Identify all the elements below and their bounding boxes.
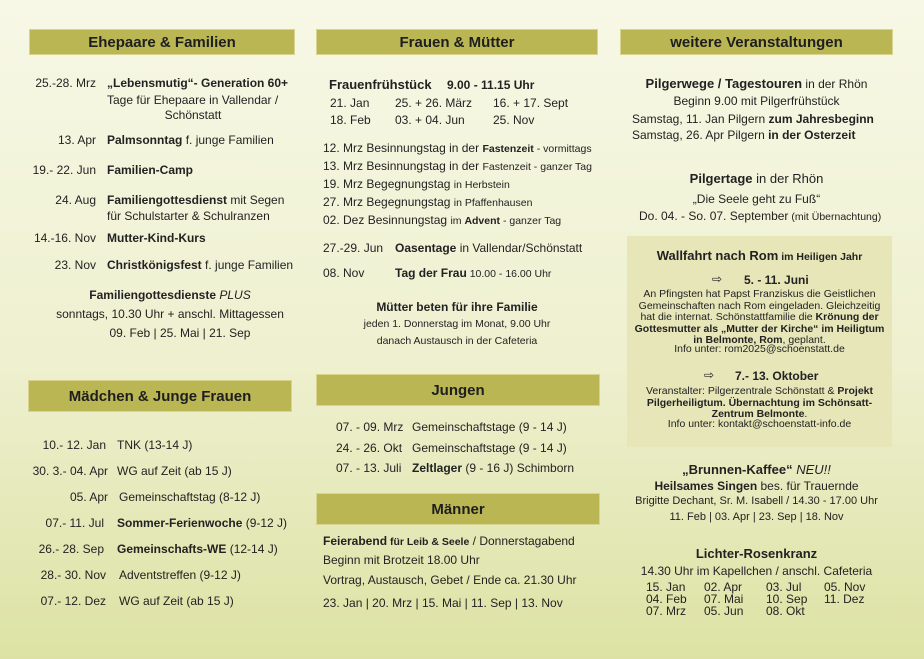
pilgertage-line: „Die Seele geht zu Fuß“ bbox=[692, 192, 821, 206]
fruehstueck-date: 25. + 26. März bbox=[395, 96, 473, 110]
event-item: Gemeinschafts-WE (12-14 J) bbox=[117, 542, 278, 556]
tagderfrau: Tag der Frau 10.00 - 16.00 Uhr bbox=[395, 266, 552, 280]
event-date: 28.- 30. Nov bbox=[40, 568, 106, 582]
event-date: 25.-28. Mrz bbox=[35, 76, 96, 90]
lichter-date: 15. Jan bbox=[646, 580, 686, 594]
frauen-tag: 27. Mrz Begegnungstag in Pfaffenhausen bbox=[323, 195, 533, 209]
muetter-line: jeden 1. Donnerstag im Monat, 9.00 Uhr bbox=[363, 318, 551, 330]
pilgerwege-line: Beginn 9.00 mit Pilgerfrühstück bbox=[673, 94, 840, 108]
frauen-tag: 02. Dez Besinnungstag im Advent - ganzer Tag bbox=[323, 213, 562, 227]
event-item: Familiengottesdienst mit Segen bbox=[107, 193, 285, 207]
lichter-date: 11. Dez bbox=[824, 592, 865, 606]
event-date: 07.- 12. Dez bbox=[40, 594, 106, 608]
event-line: Schönstatt bbox=[164, 108, 222, 122]
fruehstueck-date: 16. + 17. Sept bbox=[493, 96, 569, 110]
pilgerwege-title: Pilgerwege / Tagestouren in der Rhön bbox=[645, 76, 868, 91]
lichter-date: 04. Feb bbox=[646, 592, 687, 606]
event-item: Gemeinschaftstag (8-12 J) bbox=[119, 490, 261, 504]
jungen-item: Gemeinschaftstage (9 - 14 J) bbox=[412, 441, 567, 455]
event-item: Palmsonntag f. junge Familien bbox=[107, 133, 274, 147]
gottesdienst-title: Familiengottesdienste PLUS bbox=[89, 288, 251, 302]
event-date: 23. Nov bbox=[54, 258, 96, 272]
jungen-item: Zeltlager (9 - 16 J) Schimborn bbox=[412, 461, 575, 475]
fruehstueck-date: 21. Jan bbox=[330, 96, 370, 110]
lichter-date: 07. Mrz bbox=[646, 604, 687, 618]
jungen-date: 24. - 26. Okt bbox=[336, 441, 403, 455]
event-line: für Schulstarter & Schulranzen bbox=[107, 209, 270, 223]
header-maedchen: Mädchen & Junge Frauen bbox=[28, 380, 292, 412]
rom-info: Info unter: rom2025@schoenstatt.de bbox=[674, 343, 845, 355]
maenner-dates: 23. Jan | 20. Mrz | 15. Mai | 11. Sep | 13. Nov bbox=[323, 596, 563, 610]
header-ehepaare: Ehepaare & Familien bbox=[29, 29, 295, 55]
lichter-date: 08. Okt bbox=[766, 604, 805, 618]
rom-info: Info unter: kontakt@schoenstatt-info.de bbox=[667, 418, 852, 430]
maenner-line: Vortrag, Austausch, Gebet / Ende ca. 21.30 Uhr bbox=[323, 573, 577, 587]
brunnen-title: „Brunnen-Kaffee“ NEU!! bbox=[682, 462, 831, 477]
rom-date: 7.- 13. Oktober bbox=[735, 369, 819, 383]
lichter-date: 05. Nov bbox=[824, 580, 866, 594]
jungen-date: 07. - 09. Mrz bbox=[336, 420, 404, 434]
frauen-tag: 13. Mrz Besinnungstag in der Fastenzeit - ganzer Tag bbox=[323, 159, 592, 173]
lichter-date: 02. Apr bbox=[704, 580, 743, 594]
lichter-title: Lichter-Rosenkranz bbox=[695, 546, 818, 561]
event-date: 19.- 22. Jun bbox=[32, 163, 96, 177]
pilgertage-line: Do. 04. - So. 07. September (mit Übernachtung) bbox=[639, 209, 882, 223]
header-jungen: Jungen bbox=[316, 374, 600, 406]
lichter-line: 14.30 Uhr im Kapellchen / anschl. Cafeteria bbox=[640, 564, 873, 578]
fruehstueck-date: 18. Feb bbox=[330, 113, 371, 127]
brunnen-line: Heilsames Singen bes. für Trauernde bbox=[654, 479, 859, 493]
pilgerwege-line: Samstag, 11. Jan Pilgern zum Jahresbeginn bbox=[632, 112, 874, 126]
maenner-title: Feierabend für Leib & Seele / Donnerstagabend bbox=[323, 534, 575, 548]
fruehstueck-time: 9.00 - 11.15 Uhr bbox=[447, 78, 535, 92]
fruehstueck-date: 25. Nov bbox=[493, 113, 535, 127]
event-date: 10.- 12. Jan bbox=[42, 438, 106, 452]
rom-text: An Pfingsten hat Papst Franziskus die Geistlichen Gemeinschaften nach Rom eingeladen. Gleichzeitig hat die internat. Schönstattfamilie die Krönung der Gottesmutter als „Mutter der Kirche“ im Heiligtum in Belmonte, Rom, geplant. bbox=[634, 288, 885, 346]
event-item: WG auf Zeit (ab 15 J) bbox=[119, 594, 234, 608]
rom-title: Wallfahrt nach Rom im Heiligen Jahr bbox=[656, 248, 863, 263]
arrow-right-icon: ⇨ bbox=[704, 368, 715, 382]
event-date: 24. Aug bbox=[55, 193, 96, 207]
frauen-tag: 19. Mrz Begegnungstag in Herbstein bbox=[323, 177, 510, 191]
jungen-item: Gemeinschaftstage (9 - 14 J) bbox=[412, 420, 567, 434]
brunnen-dates: 11. Feb | 03. Apr | 23. Sep | 18. Nov bbox=[669, 511, 844, 523]
muetter-line: danach Austausch in der Cafeteria bbox=[376, 335, 538, 347]
rom-date: 5. - 11. Juni bbox=[744, 273, 809, 287]
frauen-tag: 12. Mrz Besinnungstag in der Fastenzeit - vormittags bbox=[323, 141, 592, 155]
lichter-date: 10. Sep bbox=[766, 592, 808, 606]
event-item: Adventstreffen (9-12 J) bbox=[119, 568, 241, 582]
event-date: 30. 3.- 04. Apr bbox=[32, 464, 108, 478]
event-title: Mutter-Kind-Kurs bbox=[107, 231, 206, 245]
event-date: 07.- 11. Jul bbox=[45, 516, 104, 530]
brunnen-line: Brigitte Dechant, Sr. M. Isabell / 14.30 - 17.00 Uhr bbox=[635, 495, 878, 507]
event-date: 14.-16. Nov bbox=[33, 231, 96, 245]
muetter-title: Mütter beten für ihre Familie bbox=[376, 300, 538, 314]
lichter-date: 07. Mai bbox=[704, 592, 744, 606]
header-weitere: weitere Veranstaltungen bbox=[620, 29, 893, 55]
tagderfrau-date: 08. Nov bbox=[323, 266, 365, 280]
header-maenner: Männer bbox=[316, 493, 600, 525]
pilgerwege-line: Samstag, 26. Apr Pilgern in der Osterzeit bbox=[632, 128, 856, 142]
event-item: Christkönigsfest f. junge Familien bbox=[107, 258, 294, 272]
lichter-date: 03. Jul bbox=[766, 580, 802, 594]
arrow-right-icon: ⇨ bbox=[712, 272, 723, 286]
oasentage: Oasentage in Vallendar/Schönstatt bbox=[395, 241, 583, 255]
event-date: 05. Apr bbox=[69, 490, 108, 504]
gottesdienst-dates: 09. Feb | 25. Mai | 21. Sep bbox=[109, 326, 251, 340]
event-item: WG auf Zeit (ab 15 J) bbox=[117, 464, 232, 478]
fruehstueck-title: Frauenfrühstück bbox=[329, 77, 432, 92]
rom-text: Veranstalter: Pilgerzentrale Schönstatt & Projekt Pilgerheiligtum. Übernachtung im Schönsatt-Zentrum Belmonte. bbox=[645, 385, 874, 420]
fruehstueck-date: 03. + 04. Jun bbox=[395, 113, 465, 127]
oasentage-date: 27.-29. Jun bbox=[323, 241, 384, 255]
lichter-date: 05. Jun bbox=[704, 604, 744, 618]
event-title: Familien-Camp bbox=[107, 163, 194, 177]
maenner-line: Beginn mit Brotzeit 18.00 Uhr bbox=[323, 553, 480, 567]
event-date: 13. Apr bbox=[57, 133, 96, 147]
lichter-dates bbox=[646, 581, 882, 617]
event-line: Tage für Ehepaare in Vallendar / bbox=[107, 93, 279, 107]
jungen-date: 07. - 13. Juli bbox=[336, 461, 402, 475]
pilgertage-title: Pilgertage in der Rhön bbox=[689, 171, 824, 186]
event-item: TNK (13-14 J) bbox=[117, 438, 193, 452]
event-date: 26.- 28. Sep bbox=[38, 542, 104, 556]
event-item: Sommer-Ferienwoche (9-12 J) bbox=[117, 516, 288, 530]
header-frauen: Frauen & Mütter bbox=[316, 29, 598, 55]
lichter-date bbox=[824, 605, 882, 617]
event-title: „Lebensmutig“- Generation 60+ bbox=[107, 76, 289, 90]
gottesdienst-line: sonntags, 10.30 Uhr + anschl. Mittagessen bbox=[56, 307, 284, 321]
